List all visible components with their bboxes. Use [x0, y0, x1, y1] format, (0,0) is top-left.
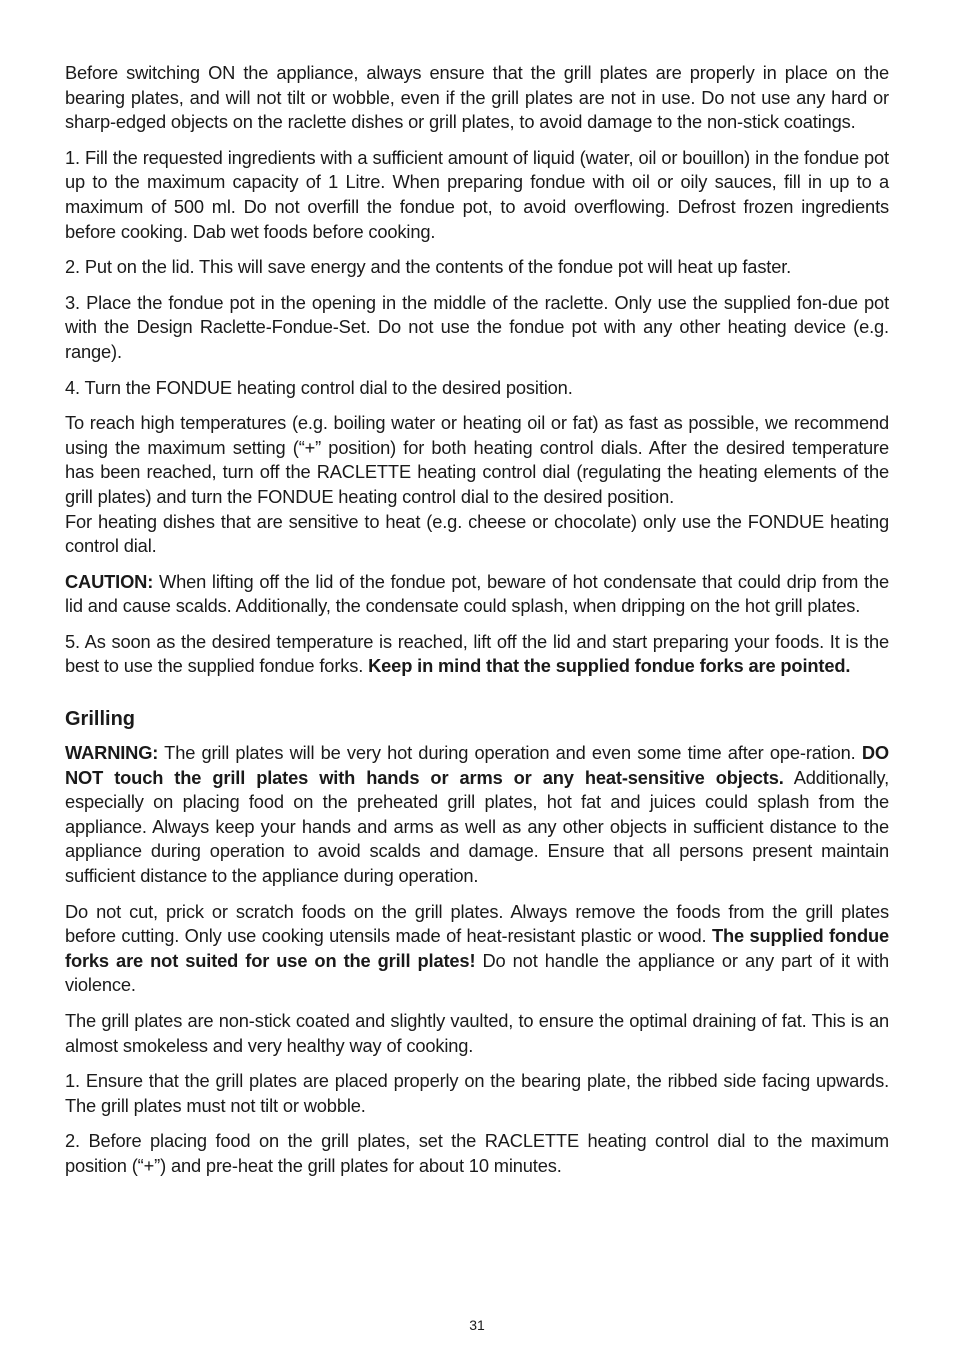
warning-text-2: Additionally, especially on placing food on the preheated grill plates, hot fat and juices could splash from the appliance. Always keep your hands and arms as well as any other objects in sufficient distance to the appliance during operation to avoid scalds and damage. Ensure that all persons present maintain sufficient distance to the appliance during operation.	[65, 766, 889, 887]
sensitive-dishes-paragraph: For heating dishes that are sensitive to heat (e.g. cheese or chocolate) only use the FONDUE heating control dial.	[65, 510, 889, 557]
page-number: 31	[469, 1317, 485, 1333]
grill-step-1-paragraph: 1. Ensure that the grill plates are placed properly on the bearing plate, the ribbed side facing upwards. The grill plates must not tilt or wobble.	[65, 1070, 889, 1116]
temperature-paragraph: To reach high temperatures (e.g. boiling water or heating oil or fat) as fast as possible, we recommend using the maximum setting (“+” position) for both heating control dials. After the desired temperature has been reached, turn off the RACLETTE heating control dial (regulating the heating elements of the grill plates) and turn the FONDUE heating control dial to the desired position.	[65, 412, 889, 507]
nonstick-paragraph: The grill plates are non-stick coated and slightly vaulted, to ensure the optimal draining of fat. This is an almost smokeless and very healthy way of cooking.	[65, 1010, 889, 1056]
warning-paragraph	[65, 741, 889, 889]
cutting-paragraph	[65, 900, 889, 998]
step-2-paragraph: 2. Put on the lid. This will save energy and the contents of the fondue pot will heat up faster.	[65, 256, 792, 278]
step-4-paragraph: 4. Turn the FONDUE heating control dial to the desired position.	[65, 376, 573, 398]
step-5-paragraph	[65, 630, 889, 679]
grilling-heading: Grilling	[65, 708, 135, 731]
step-5-text: 5. As soon as the desired temperature is reached, lift off the lid and start preparing your foods. It is the best to use the supplied fondue forks.	[65, 630, 889, 677]
warning-label: WARNING:	[65, 742, 159, 764]
intro-paragraph: Before switching ON the appliance, always ensure that the grill plates are properly in place on the bearing plates, and will not tilt or wobble, even if the grill plates are not in use. Do not use any hard or sharp-edged objects on the raclette dishes or grill plates, to avoid damage to the non-stick coatings.	[65, 62, 889, 133]
cutting-text-1: Do not cut, prick or scratch foods on the grill plates. Always remove the foods from the grill plates before cutting. Only use cooking utensils made of heat-resistant plastic or wood.	[65, 900, 889, 947]
step-3-paragraph: 3. Place the fondue pot in the opening in the middle of the raclette. Only use the supplied fon-due pot with the Design Raclette-Fondue-Set. Do not use the fondue pot with any other heating device (e.g. range).	[65, 291, 889, 362]
caution-label: CAUTION:	[65, 570, 154, 592]
step-1-paragraph: 1. Fill the requested ingredients with a sufficient amount of liquid (water, oil or bouillon) in the fondue pot up to the maximum capacity of 1 Litre. When preparing fondue with oil or oily sauces, fill in up to a maximum of 500 ml. Do not overfill the fondue pot, to avoid overflowing. Defrost frozen ingredients before cooking. Dab wet foods before cooking.	[65, 146, 889, 242]
warning-text-1: The grill plates will be very hot during operation and even some time after ope-ration.	[158, 742, 862, 764]
cutting-bold: The supplied fondue forks are not suited for use on the grill plates!	[65, 925, 889, 971]
grill-step-2-paragraph: 2. Before placing food on the grill plates, set the RACLETTE heating control dial to the maximum position (“+”) and pre-heat the grill plates for about 10 minutes.	[65, 1130, 889, 1176]
step-5-bold: Keep in mind that the supplied fondue forks are pointed.	[368, 655, 851, 677]
caution-paragraph	[65, 570, 889, 619]
document-page	[65, 61, 889, 1190]
caution-text: When lifting off the lid of the fondue pot, beware of hot condensate that could drip from the lid and cause scalds. Additionally, the condensate could splash, when dripping on the hot grill plates.	[65, 570, 889, 617]
warning-bold: DO NOT touch the grill plates with hands or arms or any heat-sensitive objects.	[65, 742, 889, 788]
cutting-text-2: Do not handle the appliance or any part of it with violence.	[65, 949, 889, 996]
